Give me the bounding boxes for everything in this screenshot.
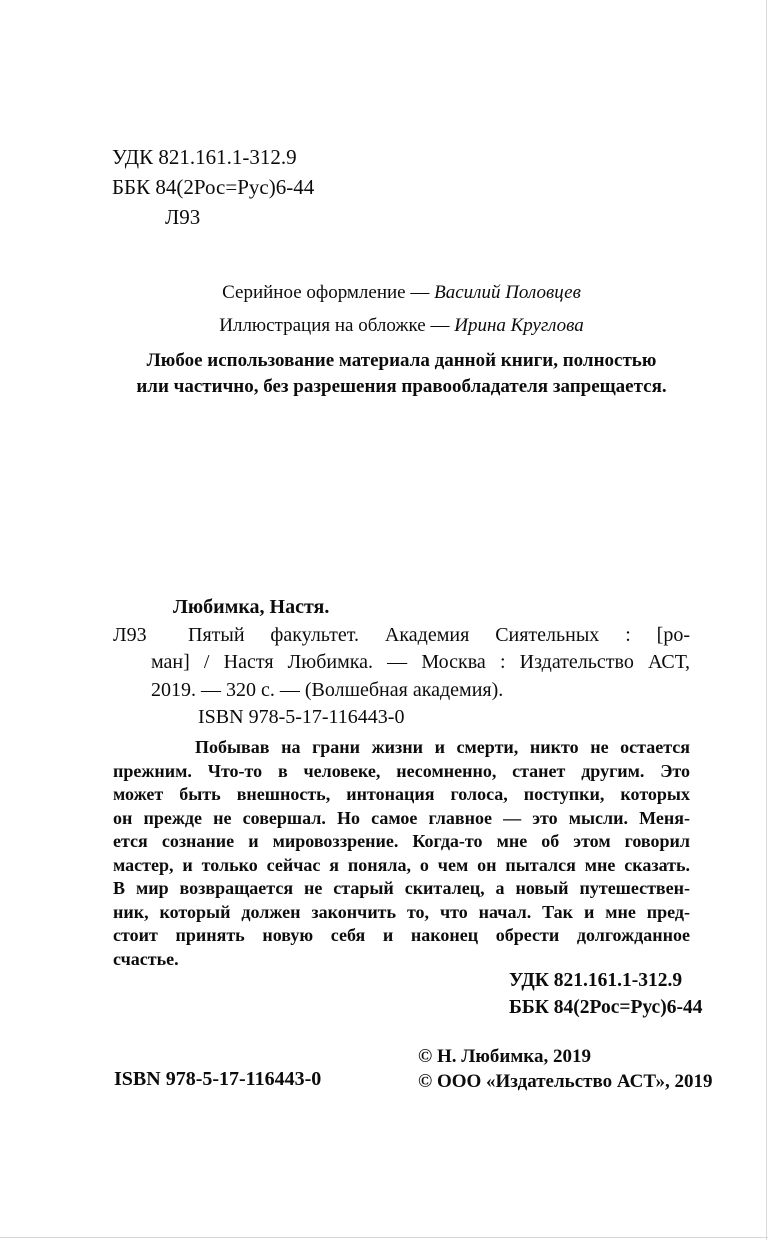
annotation-paragraph: [113, 736, 690, 971]
annotation-line: может быть внешность, интонация голоса, поступки, которых: [113, 784, 690, 804]
annotation-line: прежним. Что-то в человеке, несомненно, станет другим. Это: [113, 760, 690, 781]
copyright-author-line: © Н. Любимка, 2019: [418, 1046, 591, 1067]
annotation-line: он прежде не совершал. Но самое главное — это мысли. Меня-: [113, 807, 690, 828]
card-description-line: 2019. — 320 с. — (Волшебная академия).: [151, 678, 504, 701]
bbk-number-bottom: ББК 84(2Рос=Рус)6-44: [509, 997, 703, 1018]
annotation-line: Побывав на грани жизни и смерти, никто не остается: [195, 737, 690, 757]
cover-illustrator-name: Ирина Круглова: [454, 315, 584, 336]
card-description-line: Пятый факультет. Академия Сиятельных : [ро-: [188, 623, 690, 646]
card-author-heading: Любимка, Настя.: [173, 596, 330, 618]
bbk-number-top: ББК 84(2Рос=Рус)6-44: [112, 175, 315, 199]
annotation-line: ник, который должен закончить то, что начал. Так и мне пред-: [113, 901, 690, 922]
bottom-isbn: ISBN 978-5-17-116443-0: [114, 1068, 322, 1090]
credits-block: [113, 282, 690, 348]
serial-design-label: Серийное оформление —: [222, 282, 435, 303]
top-catalog-refs: [112, 142, 314, 232]
udk-number-bottom: УДК 821.161.1-312.9: [509, 970, 683, 991]
page-edge-bottom: [0, 1237, 768, 1238]
catalog-card: [151, 594, 690, 732]
annotation-line: счастье.: [113, 948, 179, 969]
cover-illustration-credit: [113, 315, 690, 337]
card-author-sign: Л93: [113, 624, 147, 646]
page-edge-right: [766, 0, 767, 1240]
card-isbn: ISBN 978-5-17-116443-0: [198, 706, 405, 728]
cover-illustration-label: Иллюстрация на обложке —: [219, 315, 455, 336]
copyright-block: [418, 1044, 713, 1094]
card-description-line: ман] / Настя Любимка. — Москва : Издательство АСТ,: [151, 651, 690, 673]
usage-warning: [113, 348, 690, 400]
usage-warning-line: или частично, без разрешения правообладателя запрещается.: [136, 376, 667, 397]
serial-designer-name: Василий Половцев: [434, 282, 581, 303]
author-sign-top: Л93: [165, 205, 201, 229]
udk-number-top: УДК 821.161.1-312.9: [112, 145, 297, 169]
serial-design-credit: [113, 282, 690, 304]
usage-warning-line: Любое использование материала данной книги, полностью: [146, 350, 657, 371]
bottom-catalog-refs: [509, 967, 702, 1021]
annotation-line: ется сознание и мировоззрение. Когда-то мне об этом говорил: [113, 831, 690, 851]
annotation-line: В мир возвращается не старый скиталец, а новый путешествен-: [113, 878, 690, 898]
copyright-publisher-line: © ООО «Издательство АСТ», 2019: [418, 1071, 713, 1092]
annotation-line: стоит принять новую себя и наконец обрести долгожданное: [113, 925, 690, 945]
annotation-line: мастер, и только сейчас я поняла, о чем он пытался мне сказать.: [113, 854, 690, 875]
